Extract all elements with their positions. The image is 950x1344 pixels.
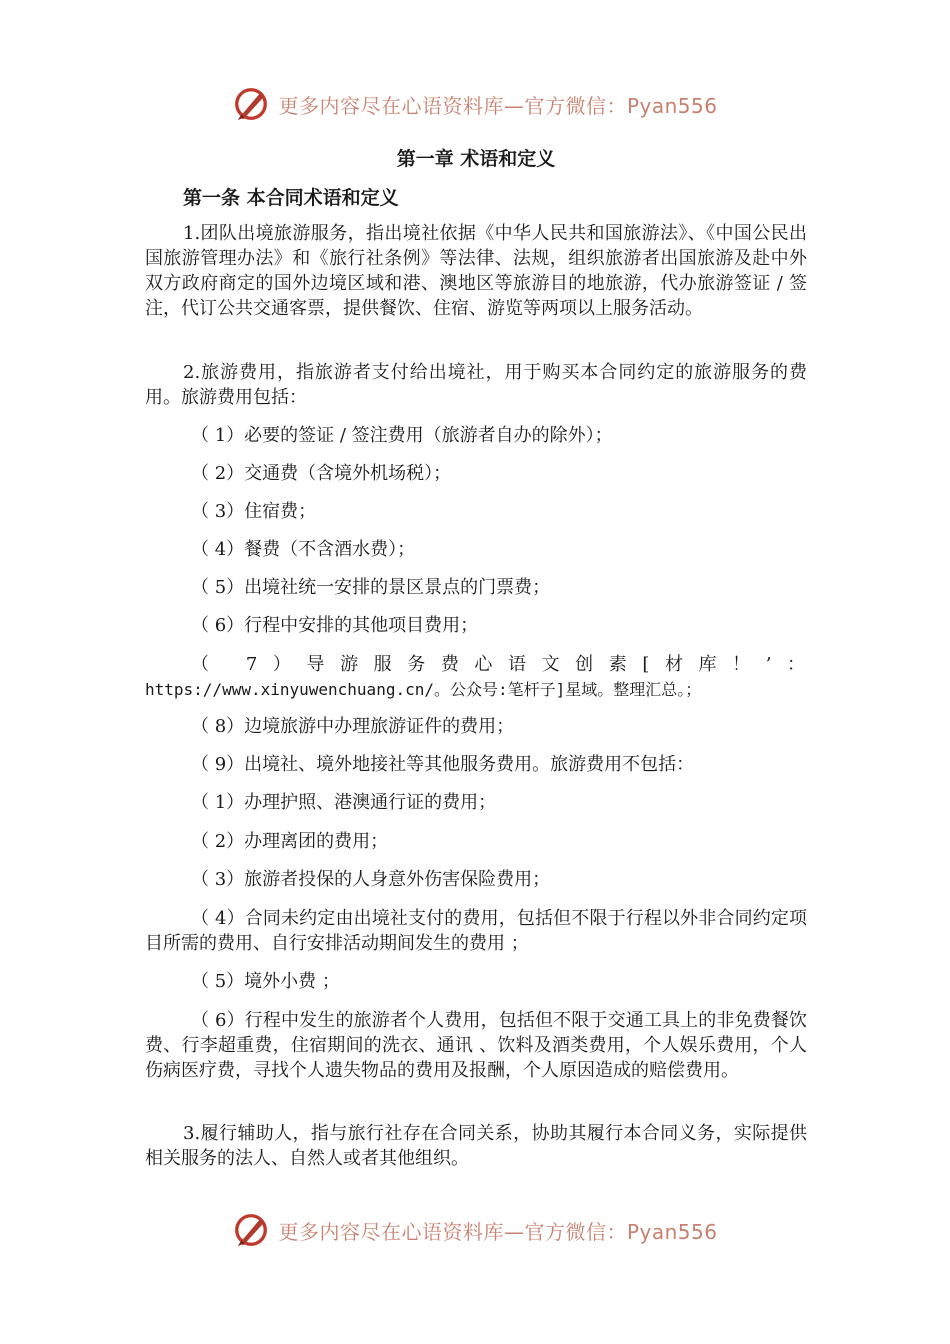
paragraph-1: 1.团队出境旅游服务，指出境社依据《中华人民共和国旅游法》、《中国公民出国旅游管理办法》和《旅行社条例》等法律、法规，组织旅游者出国旅游及赴中外双方政府商定的国外边境区域和港、澳地区等旅游目的地旅游，代办旅游签证 / 签注，代订公共交通客票，提供餐饮、住宿、游览等两项以上服务活动。	[145, 223, 807, 319]
list-item: （ 6）行程中安排的其他项目费用；	[191, 615, 479, 636]
list-item: （ 4）餐费（不含酒水费）；	[191, 539, 416, 560]
pen-logo-icon	[232, 1211, 270, 1249]
list-item: （ 2）交通费（含境外机场税）；	[191, 463, 452, 484]
list-item: （ 9）出境社、境外地接社等其他服务费用。旅游费用不包括：	[191, 754, 695, 775]
list-item-7-line1: （ 7）导游服务费心语文创素[材库！’：	[191, 654, 807, 675]
list-item: （ 2）办理离团的费用；	[191, 831, 389, 852]
list-item: （ 5）境外小费 ；	[191, 971, 340, 992]
article-title: 第一条 本合同术语和定义	[183, 187, 399, 209]
paragraph-3: 3.履行辅助人，指与旅行社存在合同关系，协助其履行本合同义务，实际提供相关服务的法人、自然人或者其他组织。	[145, 1123, 807, 1169]
excluded-item-6: （ 6）行程中发生的旅游者个人费用，包括但不限于交通工具上的非免费餐饮费、行李超重费，住宿期间的洗衣、通讯 、饮料及酒类费用，个人娱乐费用，个人伤病医疗费，寻找个人遗失物品的费用及报酬，个人原因造成的赔偿费用。	[145, 1010, 807, 1081]
footer-banner	[0, 1208, 950, 1252]
excluded-item-4: （ 4）合同未约定由出境社支付的费用，包括但不限于行程以外非合同约定项目所需的费用、自行安排活动期间发生的费用 ；	[145, 908, 807, 954]
pen-logo-icon	[232, 85, 270, 123]
paragraph-2: 2.旅游费用，指旅游者支付给出境社，用于购买本合同约定的旅游服务的费用。旅游费用包括：	[145, 362, 807, 408]
list-item: （ 1）必要的签证 / 签注费用（旅游者自办的除外）；	[191, 425, 613, 446]
list-item: （ 1）办理护照、港澳通行证的费用；	[191, 792, 497, 813]
list-item: （ 3）住宿费；	[191, 501, 317, 522]
list-item: （ 5）出境社统一安排的景区景点的门票费；	[191, 577, 551, 598]
chapter-title: 第一章 术语和定义	[396, 148, 556, 170]
banner-text: 更多内容尽在心语资料库—官方微信：Pyan556	[278, 1219, 718, 1244]
list-item-7-line2: https://www.xinyuwenchuang.cn/。公众号:笔杆子]星域。整理汇总。；	[145, 680, 702, 699]
list-item: （ 8）边境旅游中办理旅游证件的费用；	[191, 716, 515, 737]
list-item: （ 3）旅游者投保的人身意外伤害保险费用；	[191, 869, 551, 890]
banner-text: 更多内容尽在心语资料库—官方微信：Pyan556	[278, 93, 718, 118]
header-banner	[0, 82, 950, 126]
